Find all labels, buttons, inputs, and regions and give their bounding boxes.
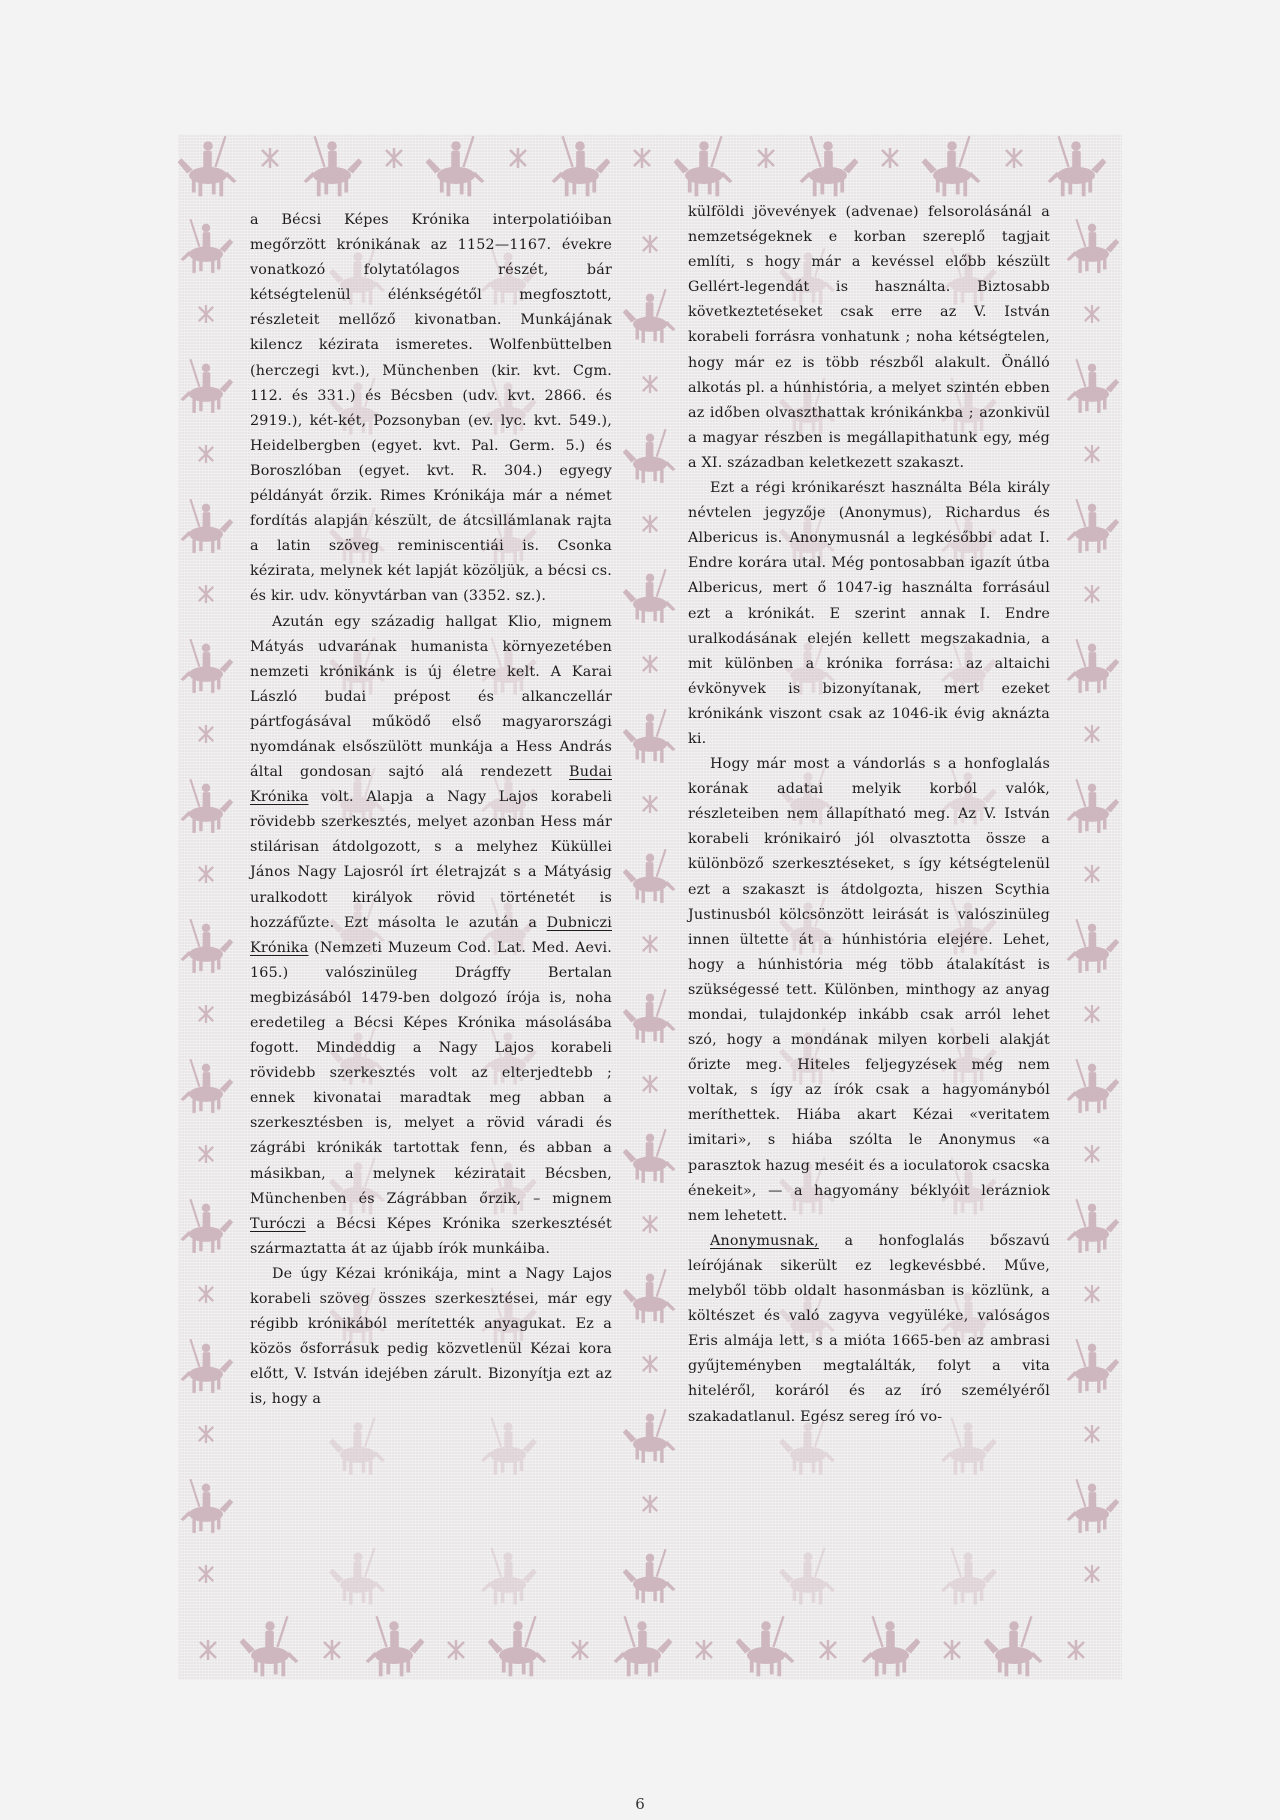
horseman-motif xyxy=(240,1616,299,1676)
horseman-motif xyxy=(1067,1199,1120,1253)
cross-motif xyxy=(199,1005,213,1023)
text-run: volt. Alapja a Nagy Lajos korabeli rövidebb szerkesztés, melyet azonban Hess már stilárisan átdolgozott, s a melyhez Küküllei János Nagy Lajosról írt életrajzát s a Mátyásig uralkodott királyok rövid történetét is hozzáfűzte. Ezt másolta le azután a xyxy=(250,789,612,931)
horseman-motif xyxy=(984,1616,1043,1676)
horseman-motif xyxy=(181,1339,234,1393)
horseman-motif xyxy=(1048,136,1107,196)
underlined-title-budai-kronika: Budai Krónika xyxy=(250,764,612,806)
cross-motif xyxy=(643,1355,657,1373)
horseman-motif xyxy=(779,1547,835,1604)
cross-motif xyxy=(643,1215,657,1233)
horseman-motif xyxy=(941,1547,997,1604)
cross-motif xyxy=(262,148,278,168)
horseman-motif xyxy=(181,639,234,693)
horseman-motif xyxy=(623,1409,676,1463)
horseman-motif xyxy=(623,1269,676,1323)
horseman-motif xyxy=(552,136,611,196)
horseman-motif xyxy=(181,219,234,273)
cross-motif xyxy=(1085,1005,1099,1023)
text-run: De úgy Kézai krónikája, mint a Nagy Lajos korabeli szöveg összes szerkesztései, már egy régibb krónikából merítették anyagukat. Ez a közös ősforrásuk pedig közvetlenül Kézai kora előtt, V. István idejében zárult. Bizonyítja ezt az is, hogy a xyxy=(250,1265,612,1408)
horseman-motif xyxy=(178,136,237,196)
left-text-column xyxy=(250,208,612,1413)
horseman-motif xyxy=(426,136,485,196)
horseman-motif xyxy=(1067,639,1120,693)
cross-motif xyxy=(510,148,526,168)
horseman-motif xyxy=(181,779,234,833)
horseman-motif xyxy=(800,136,859,196)
cross-motif xyxy=(643,795,657,813)
horseman-motif xyxy=(623,289,676,343)
horseman-motif xyxy=(1067,499,1120,553)
horseman-motif xyxy=(862,1616,921,1676)
cross-motif xyxy=(199,865,213,883)
horseman-motif xyxy=(623,429,676,483)
cross-motif xyxy=(199,725,213,743)
horseman-motif xyxy=(623,1549,676,1603)
cross-motif xyxy=(448,1640,464,1660)
horseman-motif xyxy=(366,1616,425,1676)
cross-motif xyxy=(643,1495,657,1513)
horseman-motif xyxy=(329,1417,385,1474)
cross-motif xyxy=(199,305,213,323)
paragraph xyxy=(250,208,612,610)
horseman-motif xyxy=(481,1417,537,1474)
horseman-motif xyxy=(736,1616,795,1676)
cross-motif xyxy=(324,1640,340,1660)
paragraph xyxy=(688,200,1050,476)
text-run: külföldi jövevények (advenae) felsorolásánál a nemzetségeknek e korban szereplő tagjait említi, s hogy már a kevéssel előbb készült Gellért-legendát is használta. Biztosabb következtetéseket csak erre az V. István korabeli forrásra vonhatunk ; noha kétségtelen, hogy már ez is több részből alakult. Önálló alkotás pl. a húnhistória, a melyet szintén ebben az időben olvaszthattak krónikánkba ; azonkivül a magyar részben is megállapithatunk egy, még a XI. században keletkezett szakaszt. xyxy=(688,204,1050,471)
text-run: Ezt a régi krónikarészt használta Béla király névtelen jegyzője (Anonymus), Richardus és Albericus is. Anonymusnál a legkésőbbi adat I. Endre korára utal. Még pontosabban igazít útba Albericus, mert ő 1047-ig használta forrásául ezt a krónikát. E szerint annak I. Endre uralkodásának elején kellett megszakadnia, a mit különben a krónika forrása: az altaichi évkönyvek is bizonyítanak, mert ezeket krónikánk viszont csak az 1046-ik évig aknázta ki. xyxy=(688,480,1050,747)
underlined-name-anonymus: Anonymusnak, xyxy=(710,1232,819,1249)
cross-motif xyxy=(199,1565,213,1583)
cross-motif xyxy=(696,1640,712,1660)
text-run: (Nemzeti Muzeum Cod. Lat. Med. Aevi. 165.) valószinüleg Drágffy Bertalan megbizásából 1479-ben dolgozó írója is, noha eredetileg a Bécsi Képes Krónika másolásába fogott. Mindeddig a Nagy Lajos korabeli rövidebb szerkesztés volt az elterjedtebb ; ennek kivonatai maradtak meg abban a szerkesztésben is, melyet a rövid váradi és zágrábi krónikák tartottak fenn, és abban a másikban, a melynek kéziratait Bécsben, Münchenben és Zágrábban őrzik, – mignem xyxy=(250,939,612,1207)
cross-motif xyxy=(1085,1285,1099,1303)
cross-motif xyxy=(643,515,657,533)
cross-motif xyxy=(386,148,402,168)
paragraph xyxy=(250,610,612,1262)
text-run: a honfoglalás bőszavú leírójának sikerült ez legkevésbbé. Műve, melyből több oldalt hasonmásban is közlünk, a költészet és való zagyva vegyüléke, valóságos Eris almája lett, s a mióta 1665-ben az ambrasi gyűjteményben megtalálták, folyt a vita hiteléről, koráról és az író személyéről szakadatlanul. Egész sereg író vo- xyxy=(688,1232,1050,1425)
horseman-motif xyxy=(614,1616,673,1676)
horseman-motif xyxy=(304,136,363,196)
horseman-motif xyxy=(674,136,733,196)
cross-motif xyxy=(1068,1640,1084,1660)
cross-motif xyxy=(1006,148,1022,168)
paragraph xyxy=(688,1229,1050,1430)
horseman-motif xyxy=(181,359,234,413)
horseman-motif xyxy=(623,849,676,903)
cross-motif xyxy=(643,935,657,953)
horseman-motif xyxy=(623,989,676,1043)
horseman-motif xyxy=(922,136,981,196)
horseman-motif xyxy=(623,1129,676,1183)
cross-motif xyxy=(758,148,774,168)
right-text-column xyxy=(688,200,1050,1430)
cross-motif xyxy=(1085,1145,1099,1163)
paragraph xyxy=(250,1262,612,1413)
cross-motif xyxy=(199,1145,213,1163)
cross-motif xyxy=(1085,725,1099,743)
horseman-motif xyxy=(488,1616,547,1676)
cross-motif xyxy=(643,655,657,673)
horseman-motif xyxy=(481,1547,537,1604)
horseman-motif xyxy=(181,1059,234,1113)
cross-motif xyxy=(199,445,213,463)
horseman-motif xyxy=(1067,779,1120,833)
text-run: Azután egy századig hallgat Klio, mignem Mátyás udvarának humanista környezetében nemzeti krónikánk is új életre kelt. A Karai László budai prépost és alkanczellár pártfogásával működő első magyarországi nyomdának elsőszülött munkája a Hess András által gondosan sajtó alá rendezett xyxy=(250,613,612,781)
cross-motif xyxy=(643,1075,657,1093)
page-number: 6 xyxy=(635,1795,645,1813)
horseman-motif xyxy=(329,1547,385,1604)
horseman-motif xyxy=(1067,919,1120,973)
cross-motif xyxy=(820,1640,836,1660)
cross-motif xyxy=(1085,865,1099,883)
cross-motif xyxy=(1085,585,1099,603)
horseman-motif xyxy=(1067,219,1120,273)
cross-motif xyxy=(634,148,650,168)
cross-motif xyxy=(200,1640,216,1660)
cross-motif xyxy=(1085,1425,1099,1443)
horseman-motif xyxy=(1067,1059,1120,1113)
horseman-motif xyxy=(181,499,234,553)
paragraph xyxy=(688,752,1050,1229)
text-run: Hogy már most a vándorlás s a honfoglalás korának adatai melyik korból valók, részleteiben nem állapítható meg. Az V. István korabeli krónikairó jól olvasztotta össze a különböző szerkesztéseket, s így kétségtelenül ezt a szakaszt is átdolgozta, hiszen Scythia Justinusból kölcsönzött leirását is valószinüleg innen ültette át a húnhistória elejére. Lehet, hogy a húnhistória még több átalakítást is szükségessé tett. Különben, minthogy az anyag mondai, tulajdonkép inkább csak arról lehet szó, hogy a mondának milyen korbeli alakját őrizte meg. Hiteles feljegyzések még nem voltak, s így az írók csak a hagyományból meríthettek. Hiába akart Kézai «veritatem imitari», s hiába szólta le Anonymus «a parasztok hazug meséit és a ioculatorok csacska énekeit», — a hagyomány béklyóit lerázniok nem lehetett. xyxy=(688,756,1051,1224)
horseman-motif xyxy=(181,1479,234,1533)
cross-motif xyxy=(882,148,898,168)
horseman-motif xyxy=(1067,1339,1120,1393)
cross-motif xyxy=(944,1640,960,1660)
ornamental-text-panel xyxy=(178,134,1122,1680)
underlined-title-dubniczi-kronika: Dubniczi Krónika xyxy=(250,914,612,956)
cross-motif xyxy=(199,1285,213,1303)
underlined-name-turoczi: Turóczi xyxy=(250,1215,306,1232)
cross-motif xyxy=(572,1640,588,1660)
cross-motif xyxy=(199,1425,213,1443)
cross-motif xyxy=(643,375,657,393)
text-run: a Bécsi Képes Krónika szerkesztését származtatta át az újabb írók munkáiba. xyxy=(250,1215,612,1257)
text-run: a Bécsi Képes Krónika interpolatióiban megőrzött krónikának az 1152—1167. évekre vonatkozó folytatólagos részét, bár kétségtelenül élénkségétől megfosztott, részleteit mellőző kivonatban. Munkájának kilencz kézirata ismeretes. Wolfenbüttelben (herczegi kvt.), Münchenben (kir. kvt. Cgm. 112. és 331.) és Bécsben (udv. kvt. 2866. és 2919.), két-két, Pozsonyban (ev. lyc. kvt. 549.), Heidelbergben (egyet. kvt. Pal. Germ. 5.) és Boroszlóban (egyet. kvt. R. 304.) egyegy példányát őrzik. Rimes Krónikája már a német fordítás alapján készült, de átcsillámlanak rajta a latin szöveg reminiscentiái is. Csonka kézirata, melynek két lapját közöljük, a bécsi cs. és kir. udv. könyvtárban van (3352. sz.). xyxy=(250,212,612,605)
horseman-motif xyxy=(1067,359,1120,413)
cross-motif xyxy=(1085,305,1099,323)
cross-motif xyxy=(1085,1565,1099,1583)
cross-motif xyxy=(643,235,657,253)
horseman-motif xyxy=(623,569,676,623)
horseman-motif xyxy=(181,1199,234,1253)
cross-motif xyxy=(1085,445,1099,463)
horseman-motif xyxy=(1067,1479,1120,1533)
horseman-motif xyxy=(181,919,234,973)
horseman-motif xyxy=(623,709,676,763)
paragraph xyxy=(688,476,1050,752)
cross-motif xyxy=(199,585,213,603)
